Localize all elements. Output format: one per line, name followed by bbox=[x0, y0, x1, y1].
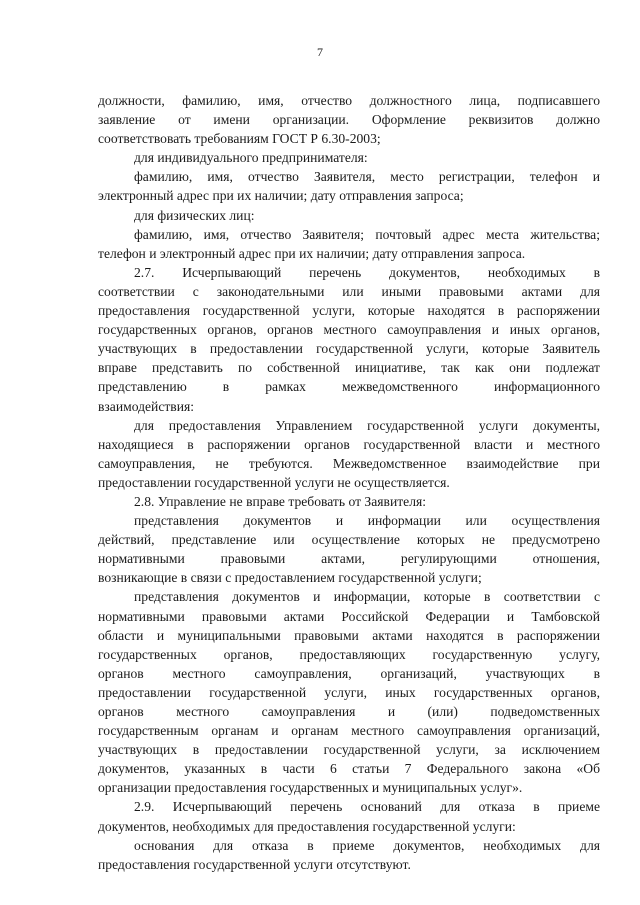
text-line: 2.7. Исчерпывающий перечень документов, необходимых в bbox=[134, 264, 600, 280]
text-line: для индивидуального предпринимателя: bbox=[134, 150, 368, 166]
text-line: находящиеся в распоряжении органов государственной власти и местного bbox=[98, 436, 600, 452]
text-line: нормативными правовыми актами, регулирующими отношения, bbox=[98, 551, 600, 567]
paragraph-section-2-8-item-1 bbox=[98, 511, 600, 587]
text-line: органов местного самоуправления, организаций, участвующих в bbox=[98, 665, 600, 681]
text-line: государственных органов, органов местного самоуправления и иных органов, bbox=[98, 322, 600, 338]
text-line: 2.9. Исчерпывающий перечень оснований для отказа в приеме bbox=[134, 799, 600, 815]
paragraph-section-2-9 bbox=[98, 797, 600, 835]
paragraph-section-2-7 bbox=[98, 263, 600, 416]
text-line: самоуправления, не требуются. Межведомственное взаимодействие при bbox=[98, 455, 600, 471]
paragraph-section-2-7-text bbox=[98, 416, 600, 492]
paragraph-individual-details bbox=[98, 225, 600, 263]
text-line: действий, представление или осуществление которых не предусмотрено bbox=[98, 532, 600, 548]
text-line: государственных органов, предоставляющих государственную услугу, bbox=[98, 646, 600, 662]
text-line: участвующих в предоставлении государственной услуги, за исключением bbox=[98, 742, 600, 758]
text-line: электронный адрес при их наличии; дату отправления запроса; bbox=[98, 188, 464, 204]
text-line: органов местного самоуправления и (или) подведомственных bbox=[98, 704, 600, 719]
paragraph-section-2-9-text bbox=[98, 836, 600, 874]
text-line: основания для отказа в приеме документов, необходимых для bbox=[134, 837, 600, 853]
text-line: предоставления государственной услуги, которые находятся в распоряжении bbox=[98, 303, 600, 319]
page-number: 7 bbox=[317, 45, 323, 59]
text-line: документов, необходимых для предоставления государственной услуги: bbox=[98, 818, 516, 834]
text-line: взаимодействия: bbox=[98, 398, 195, 414]
paragraph-for-individuals bbox=[98, 206, 600, 225]
paragraph-section-2-8 bbox=[98, 492, 600, 511]
document-body bbox=[98, 91, 600, 874]
text-line: участвующих в предоставлении государственной услуги, которые Заявитель bbox=[98, 341, 600, 357]
text-line: документов, указанных в части 6 статьи 7 Федерального закона «Об bbox=[98, 761, 600, 777]
text-line: телефон и электронный адрес при их наличии; дату отправления запроса. bbox=[98, 245, 526, 261]
text-line: 2.8. Управление не вправе требовать от Заявителя: bbox=[134, 493, 427, 509]
text-line: возникающие в связи с предоставлением государственной услуги; bbox=[98, 570, 482, 586]
text-line: для физических лиц: bbox=[134, 207, 255, 223]
text-line: вправе представить по собственной инициативе, так как они подлежат bbox=[98, 360, 600, 376]
paragraph-continuation bbox=[98, 91, 600, 148]
paragraph-ip-details bbox=[98, 167, 600, 205]
paragraph-section-2-8-item-2 bbox=[98, 587, 600, 797]
text-line: представления документов и информации, которые в соответствии с bbox=[134, 589, 600, 605]
text-line: фамилию, имя, отчество Заявителя, место регистрации, телефон и bbox=[134, 169, 600, 185]
text-line: предоставлении государственной услуги не осуществляется. bbox=[98, 474, 450, 490]
text-line: предоставления государственной услуги отсутствуют. bbox=[98, 856, 411, 872]
text-line: фамилию, имя, отчество Заявителя; почтовый адрес места жительства; bbox=[134, 226, 600, 242]
text-line: соответствовать требованиям ГОСТ Р 6.30-2003; bbox=[98, 131, 381, 147]
text-line: заявление от имени организации. Оформление реквизитов должно bbox=[98, 112, 600, 128]
text-line: представления документов и информации или осуществления bbox=[134, 513, 600, 529]
text-line: нормативными правовыми актами Российской Федерации и Тамбовской bbox=[98, 608, 600, 624]
text-line: области и муниципальными правовыми актами находятся в распоряжении bbox=[98, 627, 600, 643]
text-line: для предоставления Управлением государственной услуги документы, bbox=[134, 417, 600, 433]
text-line: представлению в рамках межведомственного информационного bbox=[98, 379, 600, 395]
text-line: государственным органам и органам местного самоуправления организаций, bbox=[98, 723, 600, 739]
paragraph-for-ip bbox=[98, 148, 600, 167]
text-line: предоставлении государственной услуги, иных государственных органов, bbox=[98, 684, 600, 700]
text-line: организации предоставления государственных и муниципальных услуг». bbox=[98, 780, 523, 796]
text-line: должности, фамилию, имя, отчество должностного лица, подписавшего bbox=[98, 93, 600, 108]
text-line: соответствии с законодательными или иными правовыми актами для bbox=[98, 283, 600, 299]
